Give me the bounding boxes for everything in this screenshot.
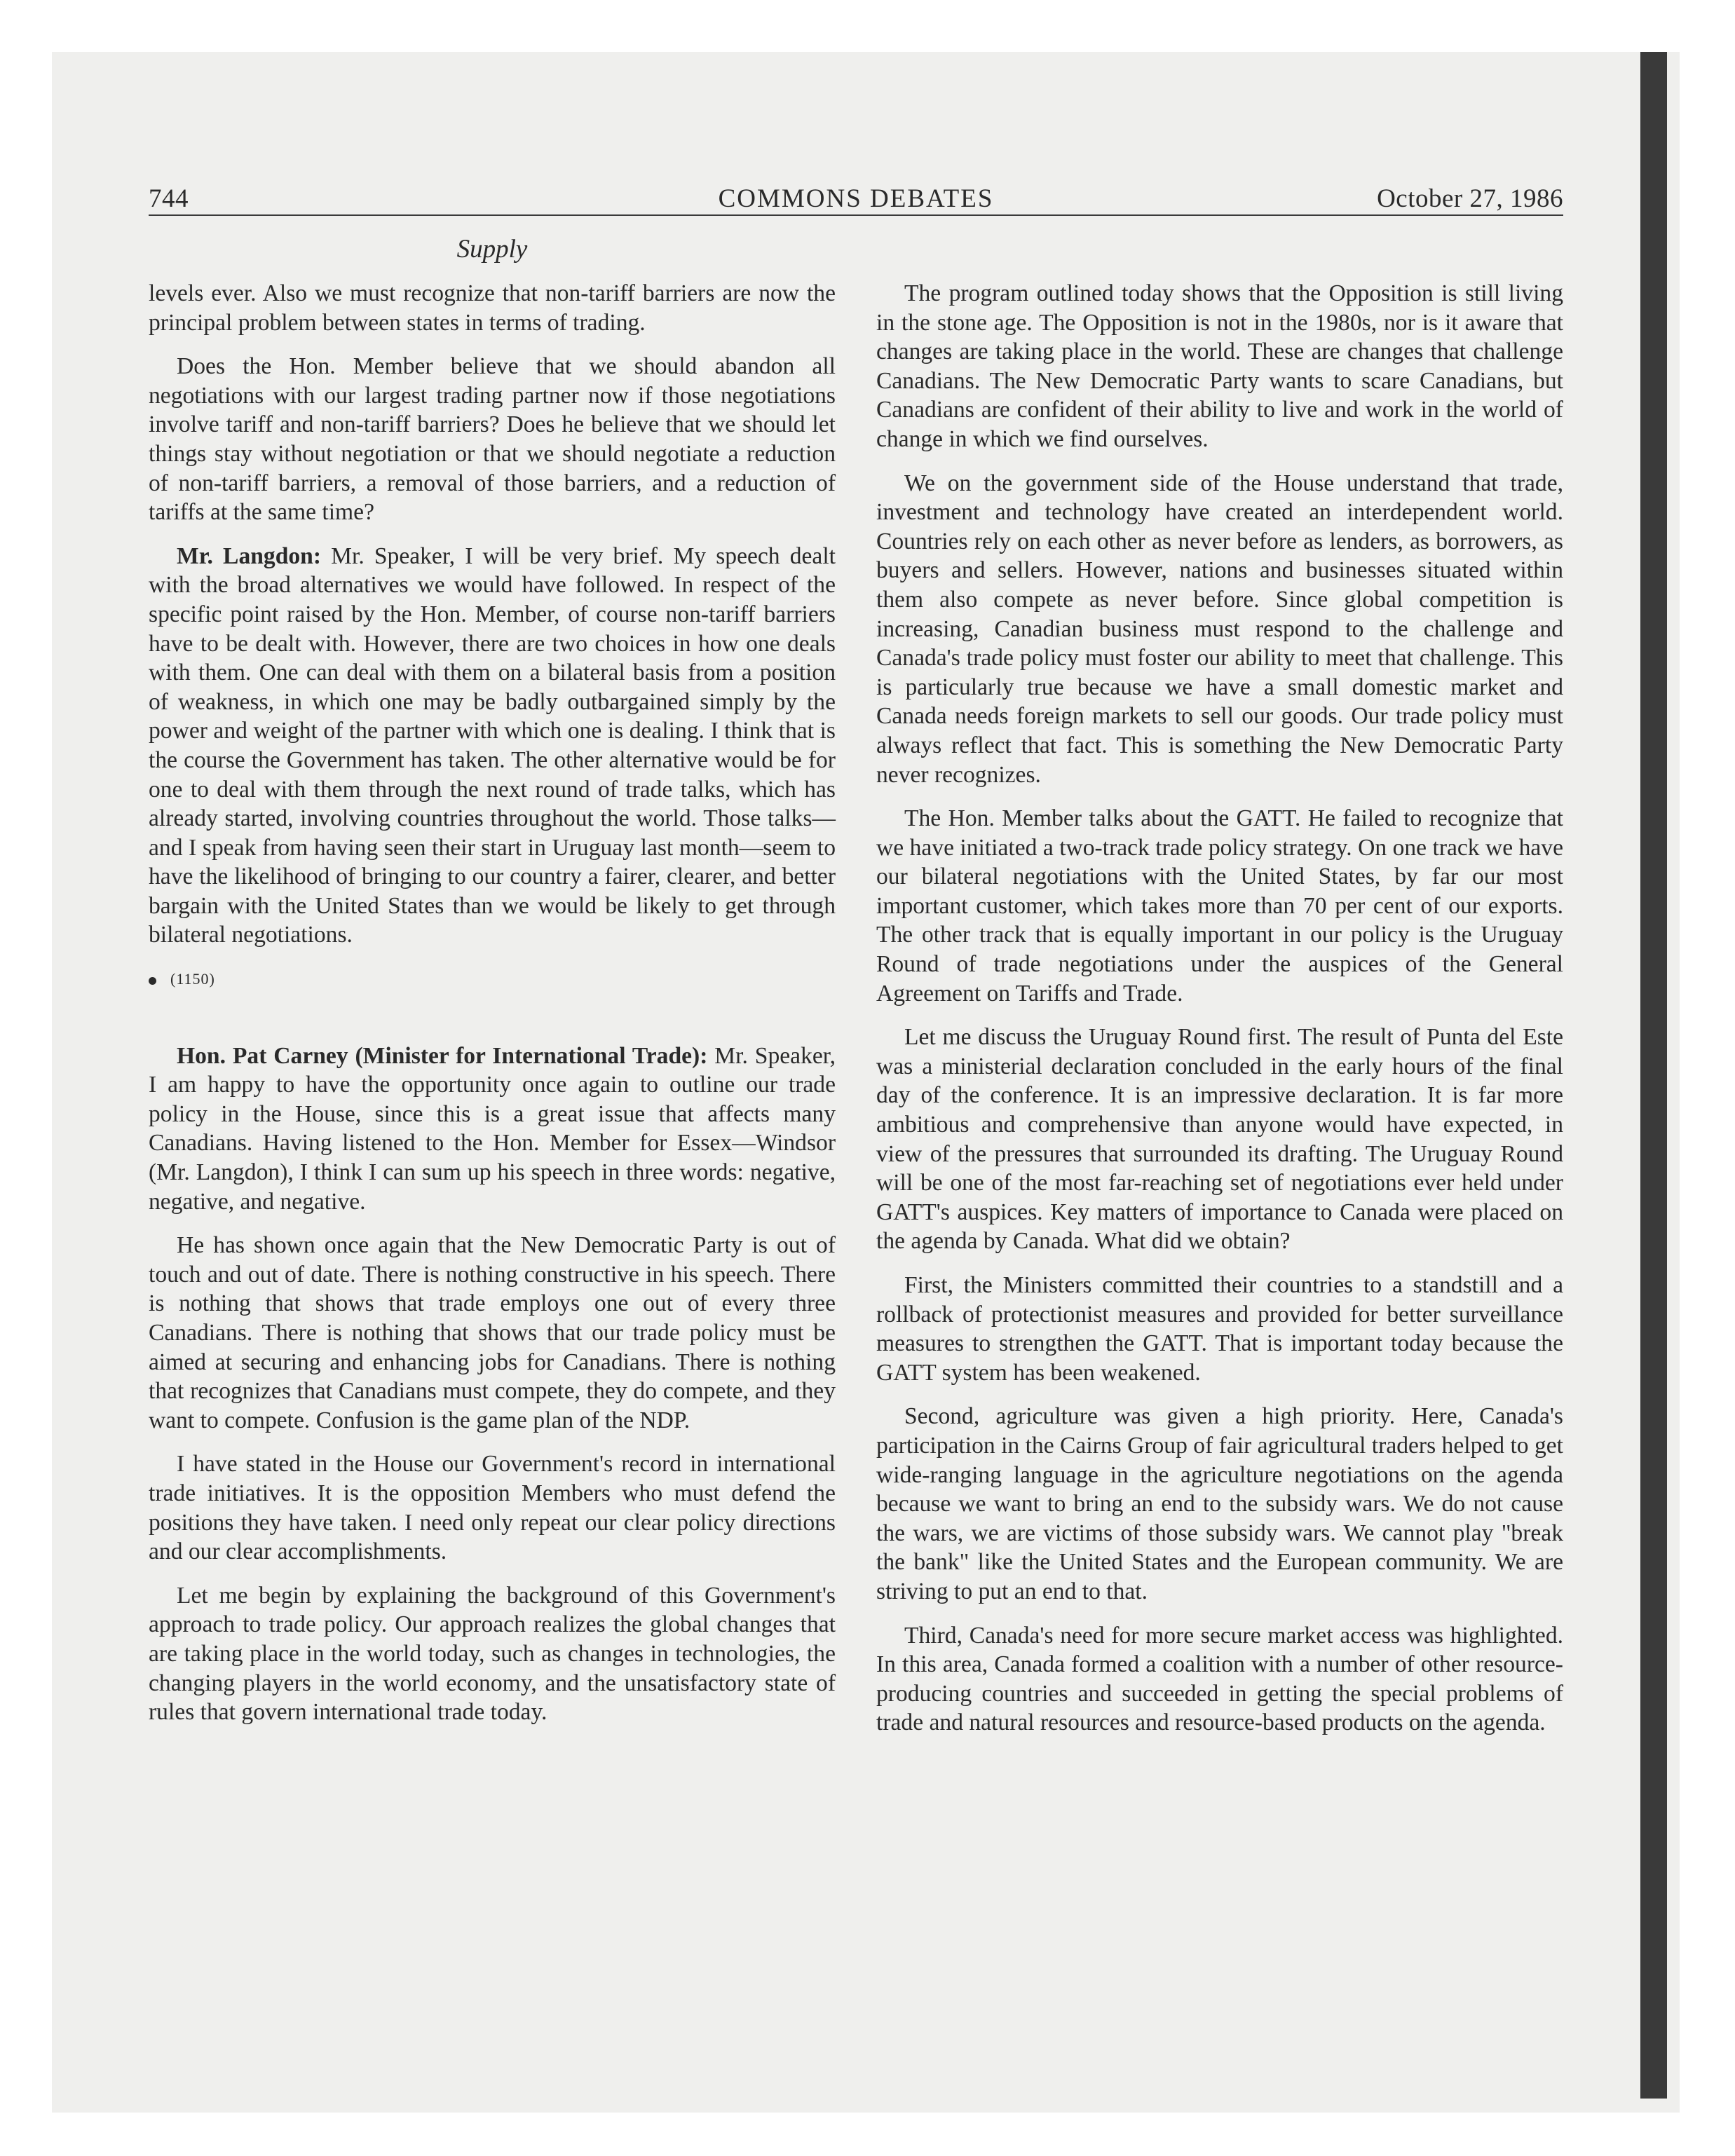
section-heading: Supply (456, 235, 528, 264)
speaker-name: Mr. Langdon: (177, 543, 322, 569)
time-marker-text: (1150) (170, 970, 215, 988)
paragraph: He has shown once again that the New Democratic Party is out of touch and out of date. There is nothing constructive in his speech. There is nothing that shows that trade employs one out of every three Canadians. There is nothing that shows that our trade policy must be aimed at securing and enhancing jobs for Canadians. There is nothing that recognizes that Canadians must compete, they do compete, and they want to compete. Confusion is the game plan of the NDP. (149, 1232, 836, 1433)
time-marker (149, 964, 836, 994)
paragraph: Let me discuss the Uruguay Round first. The result of Punta del Este was a ministerial declaration concluded in the early hours of the final day of the conference. It is an impressive declaration. It is far more ambitious and comprehensive than anyone would have expected, in view of the pressures that surrounded its drafting. The Uruguay Round will be one of the most far-reaching set of negotiations ever held under GATT's auspices. Key matters of importance to Canada were placed on the agenda by Canada. What did we obtain? (876, 1024, 1563, 1255)
paragraph: I have stated in the House our Government's record in international trade initiatives. It is the opposition Members who must defend the positions they have taken. I need only repeat our clear policy directions and our clear accomplishments. (149, 1451, 836, 1565)
right-column (876, 279, 1563, 1752)
paragraph: Does the Hon. Member believe that we should abandon all negotiations with our largest trading partner now if those negotiations involve tariff and non-tariff barriers? Does he believe that we should let things stay without negotiation or that we should negotiate a reduction of non-tariff barriers, a removal of those barriers, and a reduction of tariffs at the same time? (149, 353, 836, 526)
paragraph: We on the government side of the House understand that trade, investment and technology have created an interdependent world. Countries rely on each other as never before as lenders, as borrowers, as buyers and sellers. However, nations and businesses situated within them also compete as never before. Since global competition is increasing, Canadian business must respond to the challenge and Canada's trade policy must foster our ability to meet that challenge. This is particularly true because we have a small domestic market and Canada needs foreign markets to sell our goods. Our trade policy must always reflect that fact. This is something the New Democratic Party never recognizes. (876, 470, 1563, 788)
publication-date: October 27, 1986 (1377, 184, 1563, 213)
page-number: 744 (149, 184, 189, 213)
speaker-name: Hon. Pat Carney (Minister for International Trade): (177, 1042, 708, 1069)
bullet-icon (149, 977, 156, 985)
speech-text: Mr. Speaker, I am happy to have the opportunity once again to outline our trade policy in the House, since this is a great issue that affects many Canadians. Having listened to the Hon. Member for Essex—Windsor (Mr. Langdon), I think I can sum up his speech in three words: negative, negative, and negative. (149, 1042, 836, 1215)
paragraph: Second, agriculture was given a high priority. Here, Canada's participation in the Cairns Group of fair agricultural traders helped to get wide-ranging language in the agriculture negotiations on the agenda because we want to bring an end to the subsidy wars. We do not cause the wars, we are victims of those subsidy wars. We cannot play "break the bank" like the United States and the European community. We are striving to put an end to that. (876, 1403, 1563, 1604)
page-header (149, 184, 1563, 219)
publication-title: COMMONS DEBATES (718, 184, 994, 213)
paragraph: Third, Canada's need for more secure market access was highlighted. In this area, Canada formed a coalition with a number of other resource-producing countries and succeeded in getting the special problems of trade and natural resources and resource-based products on the agenda. (876, 1622, 1563, 1736)
paragraph: levels ever. Also we must recognize that non-tariff barriers are now the principal problem between states in terms of trading. (149, 280, 836, 336)
header-rule (149, 214, 1563, 216)
paragraph (149, 542, 836, 950)
paragraph: First, the Ministers committed their countries to a standstill and a rollback of protectionist measures and provided for better surveillance measures to strengthen the GATT. That is important today because the GATT system has been weakened. (876, 1272, 1563, 1386)
paragraph (149, 1042, 836, 1217)
paragraph: The Hon. Member talks about the GATT. He failed to recognize that we have initiated a two-track trade policy strategy. On one track we have our bilateral negotiations with the United States, by far our most important customer, which takes more than 70 per cent of our exports. The other track that is equally important in our policy is the Uruguay Round of trade negotiations under the auspices of the General Agreement on Tariffs and Trade. (876, 805, 1563, 1007)
paragraph: The program outlined today shows that the Opposition is still living in the stone age. The Opposition is not in the 1980s, nor is it aware that changes are taking place in the world. These are changes that challenge Canadians. The New Democratic Party wants to scare Canadians, but Canadians are confident of their ability to live and work in the world of change in which we find ourselves. (876, 280, 1563, 452)
left-column (149, 279, 836, 1742)
paragraph: Let me begin by explaining the background of this Government's approach to trade policy. Our approach realizes the global changes that are taking place in the world today, such as changes in technologies, the changing players in the world economy, and the unsatisfactory state of rules that govern international trade today. (149, 1582, 836, 1726)
binding-edge (1640, 52, 1667, 2099)
speech-text: Mr. Speaker, I will be very brief. My speech dealt with the broad alternatives we would have followed. In respect of the specific point raised by the Hon. Member, of course non-tariff barriers have to be dealt with. However, there are two choices in how one deals with them. One can deal with them on a bilateral basis from a position of weakness, in which one may be badly outbargained simply by the power and weight of the partner with which one is dealing. I think that is the course the Government has taken. The other alternative would be for one to deal with them through the next round of trade talks, which has already started, involving countries throughout the world. Those talks—and I speak from having seen their start in Uruguay last month—seem to have the likelihood of bringing to our country a fairer, clearer, and better bargain with the United States than we would be likely to get through bilateral negotiations. (149, 543, 836, 948)
